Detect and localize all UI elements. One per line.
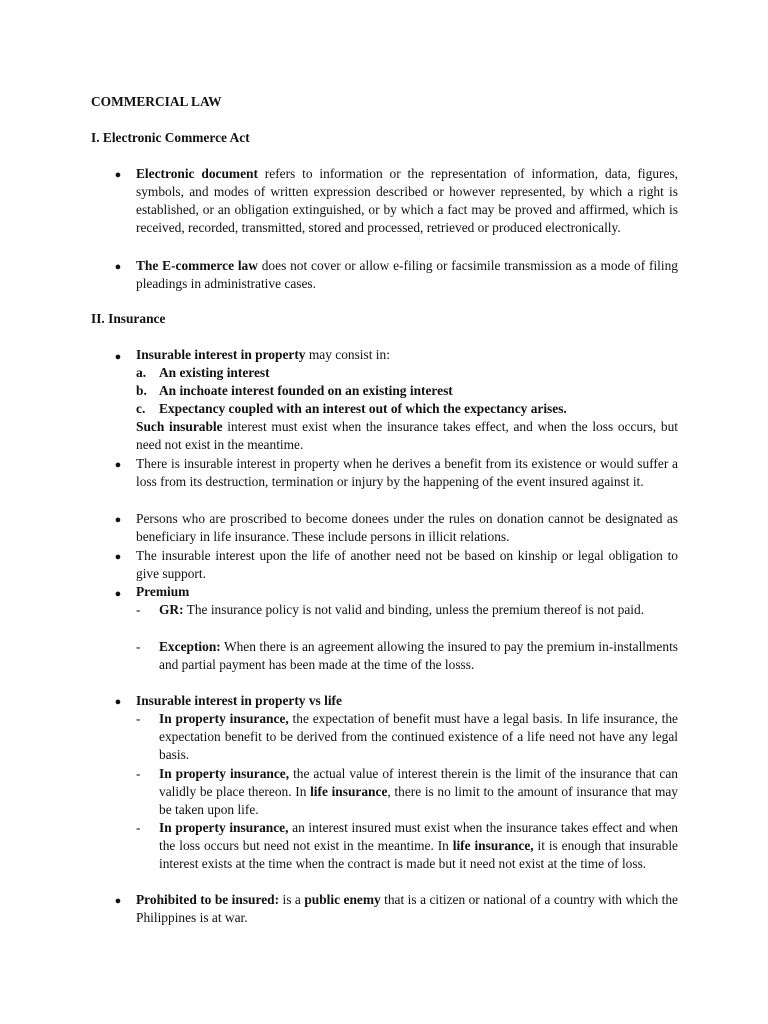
dash-item-gr xyxy=(159,601,678,619)
dash-item-existence xyxy=(159,819,678,873)
bullet-icon: ● xyxy=(114,895,122,907)
bullet-icon: ● xyxy=(114,169,122,181)
dash-item-limit xyxy=(159,765,678,819)
term: The E-commerce law xyxy=(136,258,258,273)
list-item-kinship: The insurable interest upon the life of another need not be based on kinship or legal obligation to give support. xyxy=(136,548,678,581)
bullet-icon: ● xyxy=(114,459,122,471)
sublist-item: An existing interest xyxy=(159,365,270,380)
term: Electronic document xyxy=(136,166,258,181)
sublist-marker: c. xyxy=(136,401,146,416)
list-item-insurable-interest xyxy=(136,346,678,364)
bullet-icon: ● xyxy=(114,514,122,526)
bullet-icon: ● xyxy=(114,261,122,273)
bullet-icon: ● xyxy=(114,696,122,708)
term: life insurance xyxy=(310,784,388,799)
list-item-donees: Persons who are proscribed to become donees under the rules on donation cannot be designated as beneficiary in life insurance. These include persons in illicit relations. xyxy=(136,511,678,544)
dash-marker: - xyxy=(136,766,141,781)
dash-marker: - xyxy=(136,639,141,654)
list-item-electronic-document xyxy=(136,165,678,237)
document-title: COMMERCIAL LAW xyxy=(91,94,222,109)
dash-marker: - xyxy=(136,602,141,617)
paragraph-such-insurable xyxy=(136,418,678,454)
dash-item-legal-basis xyxy=(159,710,678,764)
definition: , there is no limit to the amount of insurance that may be taken upon life. xyxy=(159,784,678,817)
dash-item-exception xyxy=(159,638,678,674)
definition: it is enough that insurable interest exists at the time when the contract is made but it need not exist at the time of loss. xyxy=(159,838,678,871)
definition: the expectation of benefit must have a legal basis. In life insurance, the expectation benefit to be derived from the continued existence of a life need not have any legal basis. xyxy=(159,711,678,762)
definition: When there is an agreement allowing the insured to pay the premium in-installments and partial payment has been made at the time of the losss. xyxy=(159,639,678,672)
sublist-marker: b. xyxy=(136,383,147,398)
term: Such insurable xyxy=(136,419,223,434)
list-item-premium: Premium xyxy=(136,584,190,599)
dash-marker: - xyxy=(136,820,141,835)
sublist-marker: a. xyxy=(136,365,147,380)
term: In property insurance, xyxy=(159,766,290,781)
definition: an interest insured must exist when the insurance takes effect and when the loss occurs but need not exist in the meantime. In xyxy=(159,820,678,853)
term: public enemy xyxy=(304,892,381,907)
term: life insurance, xyxy=(452,838,534,853)
section-heading-ecommerce: I. Electronic Commerce Act xyxy=(91,130,250,145)
term: In property insurance, xyxy=(159,711,289,726)
definition: The insurance policy is not valid and binding, unless the premium thereof is not paid. xyxy=(183,602,645,617)
list-item-prohibited xyxy=(136,891,678,927)
dash-marker: - xyxy=(136,711,141,726)
section-heading-insurance: II. Insurance xyxy=(91,311,166,326)
sublist-item: Expectancy coupled with an interest out of which the expectancy arises. xyxy=(159,401,567,416)
term: In property insurance, xyxy=(159,820,289,835)
definition: that is a citizen or national of a country with which the Philippines is at war. xyxy=(136,892,678,925)
term: Exception: xyxy=(159,639,221,654)
definition: refers to information or the representation of information, data, figures, symbols, and modes of written expression described or however represented, by which a right is established, or an obligation extinguished, or by which a fact may be proved and affirmed, which is received, recorded, transmitted, stored and processed, retrieved or produced electronically. xyxy=(136,166,678,235)
list-item-benefit: There is insurable interest in property when he derives a benefit from its existence or would suffer a loss from its destruction, termination or injury by the happening of the event insured against it. xyxy=(136,456,678,489)
sublist-item: An inchoate interest founded on an existing interest xyxy=(159,383,453,398)
definition: interest must exist when the insurance takes effect, and when the loss occurs, but need not exist in the meantime. xyxy=(136,419,678,452)
term: GR: xyxy=(159,602,184,617)
bullet-icon: ● xyxy=(114,351,122,363)
list-item-ecommerce-law xyxy=(136,257,678,293)
definition: is a xyxy=(279,892,305,907)
definition: may consist in: xyxy=(305,347,390,362)
definition: does not cover or allow e-filing or facsimile transmission as a mode of filing pleadings in administrative cases. xyxy=(136,258,678,291)
definition: the actual value of interest therein is the limit of the insurance that can validly be place thereon. In xyxy=(159,766,678,799)
term: Prohibited to be insured: xyxy=(136,892,280,907)
list-item-property-vs-life: Insurable interest in property vs life xyxy=(136,693,342,708)
bullet-icon: ● xyxy=(114,588,122,600)
bullet-icon: ● xyxy=(114,551,122,563)
term: Insurable interest in property xyxy=(136,347,306,362)
